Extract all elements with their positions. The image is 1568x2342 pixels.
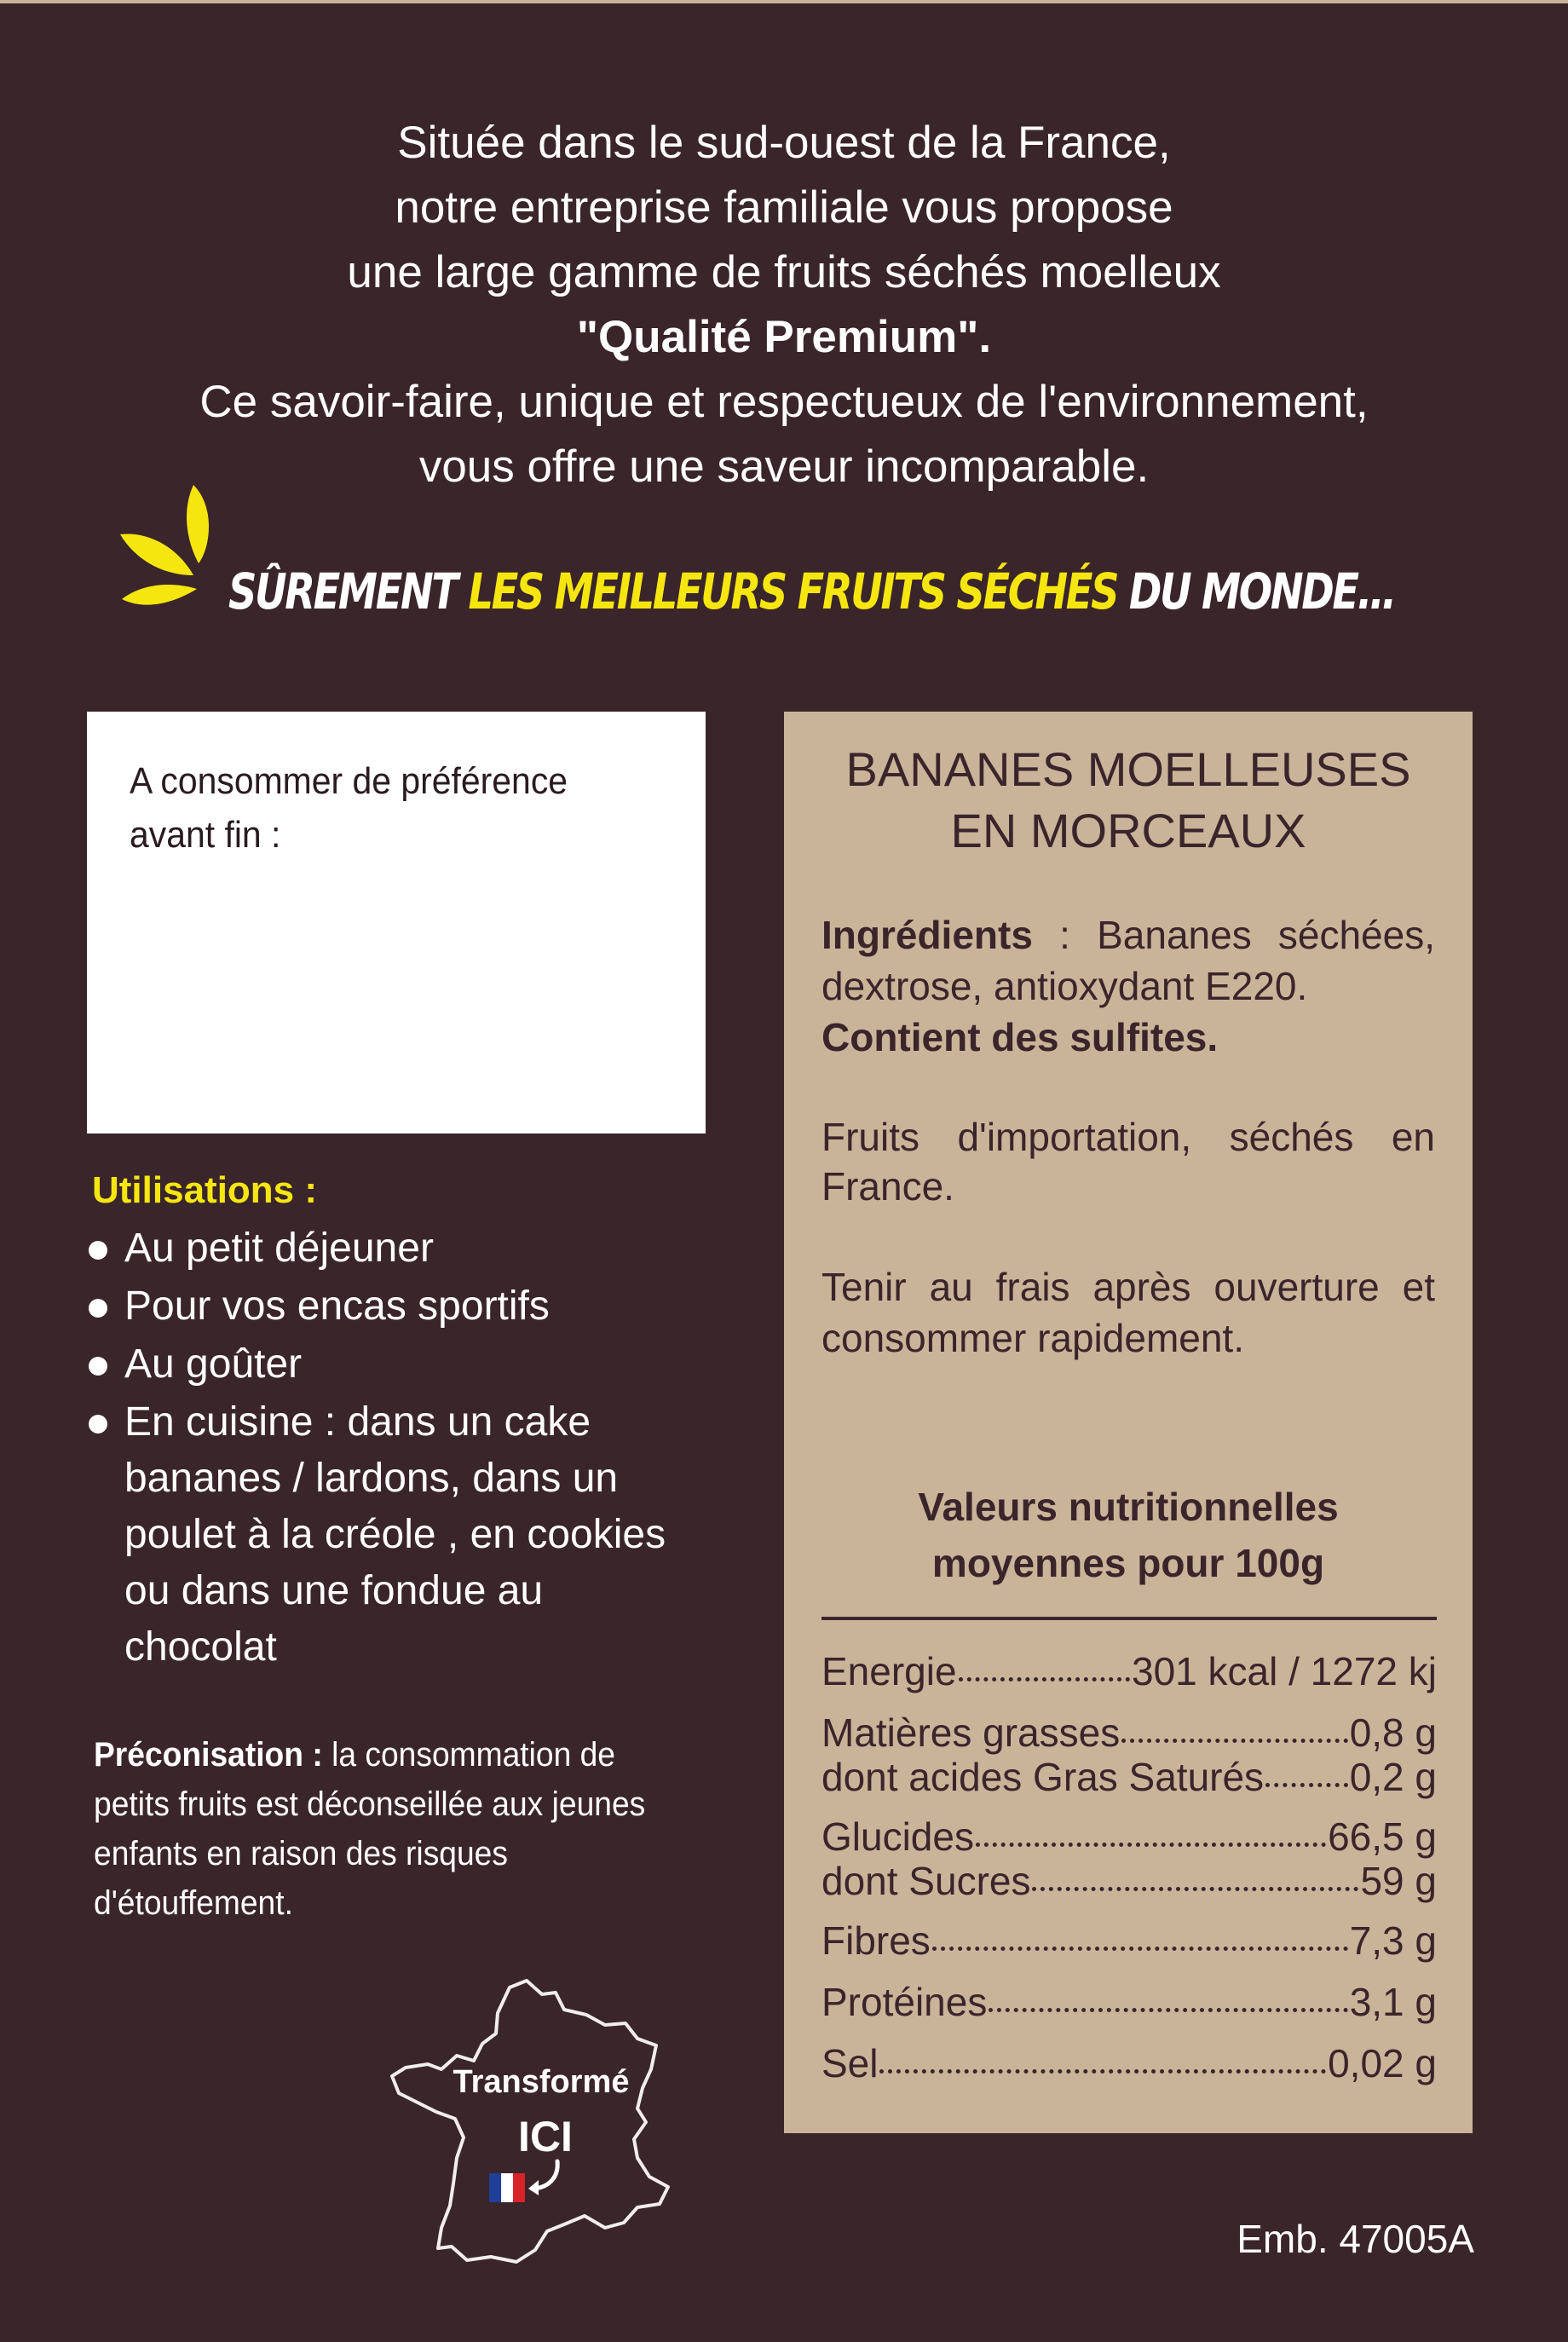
use-text: Au petit déjeuner	[124, 1226, 434, 1271]
product-title-line: EN MORCEAUX	[950, 804, 1306, 857]
nutrition-label: Fibres	[821, 1918, 931, 1963]
list-item	[85, 1336, 682, 1393]
best-before-box	[87, 712, 706, 1134]
nutrition-value: 3,1 g	[1349, 1980, 1437, 2024]
dot-leader	[1032, 1887, 1358, 1891]
use-text: Au goûter	[124, 1341, 303, 1387]
bullet-icon	[89, 1299, 107, 1318]
intro-line: Située dans le sud-ouest de la France,	[397, 118, 1171, 168]
nutrition-row	[821, 1978, 1437, 2026]
nutrition-row	[821, 1857, 1437, 1905]
dot-leader	[1265, 1783, 1348, 1787]
nutrition-row	[821, 2039, 1437, 2087]
ingredients-label: Ingrédients	[821, 913, 1033, 957]
curved-arrow-icon	[523, 2156, 566, 2199]
warning-text: la consommation de petits fruits est déconseillée aux jeunes enfants en raison des risques d'étouffement.	[94, 1736, 646, 1922]
tagline	[228, 562, 1395, 639]
top-border	[0, 0, 1568, 3]
best-before-label: A consommer de préférence avant fin :	[130, 760, 568, 856]
bullet-icon	[89, 1357, 107, 1376]
packer-code: Emb. 47005A	[1237, 2217, 1474, 2261]
nutrition-divider	[821, 1617, 1437, 1620]
use-text: En cuisine : dans un cake bananes / lardons, dans un poulet à la créole , en cookies ou dans une fondue au chocolat	[124, 1399, 666, 1670]
list-item	[85, 1220, 682, 1277]
nutrition-row	[821, 1917, 1437, 1964]
warning-note	[94, 1730, 680, 1928]
nutrition-value: 0,02 g	[1328, 2041, 1437, 2085]
nutrition-label: Matières grasses	[821, 1710, 1121, 1755]
tagline-part-2: LES MEILLEURS FRUITS SÉCHÉS	[468, 562, 1118, 620]
nutrition-value: 7,3 g	[1349, 1918, 1437, 1963]
nutrition-label: Protéines	[821, 1980, 988, 2024]
bullet-icon	[89, 1415, 107, 1433]
nutrition-value: 0,8 g	[1349, 1710, 1437, 1755]
nutrition-title	[784, 1479, 1473, 1591]
storage-note: Tenir au frais après ouverture et consommer rapidement.	[821, 1265, 1435, 1360]
ingredients	[821, 909, 1435, 1063]
nutrition-row	[821, 1709, 1437, 1756]
nutrition-value: 66,5 g	[1328, 1814, 1437, 1859]
french-flag-icon	[489, 2173, 525, 2202]
dot-leader	[976, 1843, 1326, 1847]
product-title	[784, 739, 1473, 862]
list-item	[85, 1394, 682, 1676]
intro-line: une large gamme de fruits séchés moelleux	[347, 247, 1221, 297]
nutrition-title-line: Valeurs nutritionnelles	[918, 1485, 1339, 1529]
intro-line: notre entreprise familiale vous propose	[395, 182, 1173, 233]
dot-leader	[1121, 1739, 1347, 1743]
intro-line: Ce savoir-faire, unique et respectueux de l'environnement,	[199, 377, 1369, 427]
bullet-icon	[89, 1241, 107, 1260]
uses-list	[85, 1220, 682, 1677]
origin-label: Transformé	[453, 2064, 630, 2100]
quality-premium: "Qualité Premium".	[576, 312, 992, 362]
nutrition-value: 301 kcal / 1272 kj	[1131, 1649, 1437, 1693]
dot-leader	[989, 2008, 1347, 2012]
product-title-line: BANANES MOELLEUSES	[845, 742, 1411, 796]
nutrition-title-line: moyennes pour 100g	[931, 1541, 1325, 1585]
nutrition-label: Glucides	[821, 1814, 974, 1859]
tagline-part-1: SÛREMENT	[228, 562, 457, 620]
intro-text	[102, 111, 1466, 499]
list-item	[85, 1278, 682, 1335]
allergen-note: Contient des sulfites.	[821, 1015, 1219, 1059]
nutrition-value: 59 g	[1360, 1859, 1437, 1903]
use-text: Pour vos encas sportifs	[124, 1283, 550, 1329]
nutrition-value: 0,2 g	[1349, 1755, 1437, 1799]
dot-leader	[932, 1947, 1348, 1951]
nutrition-row	[821, 1647, 1437, 1695]
dot-leader	[879, 2069, 1326, 2074]
tagline-part-3: DU MONDE…	[1128, 562, 1395, 620]
nutrition-row	[821, 1813, 1437, 1860]
intro-line: vous offre une saveur incomparable.	[418, 441, 1150, 492]
nutrition-label: Sel	[821, 2041, 879, 2085]
leaf-logo-icon	[115, 482, 226, 618]
uses-title: Utilisations :	[92, 1169, 318, 1211]
dot-leader	[959, 1677, 1130, 1682]
origin-value: ICI	[518, 2113, 573, 2160]
nutrition-label: dont Sucres	[821, 1859, 1031, 1903]
nutrition-label: Energie	[821, 1649, 957, 1693]
import-note: Fruits d'importation, séchés en France.	[821, 1115, 1435, 1208]
warning-label: Préconisation :	[94, 1736, 323, 1774]
product-info-panel	[784, 712, 1473, 2133]
intro-line-quality	[102, 305, 1466, 370]
nutrition-row	[821, 1753, 1437, 1801]
ingredients-text: : Bananes séchées, dextrose, antioxydant E220.	[821, 913, 1435, 1008]
nutrition-label: dont acides Gras Saturés	[821, 1755, 1265, 1799]
